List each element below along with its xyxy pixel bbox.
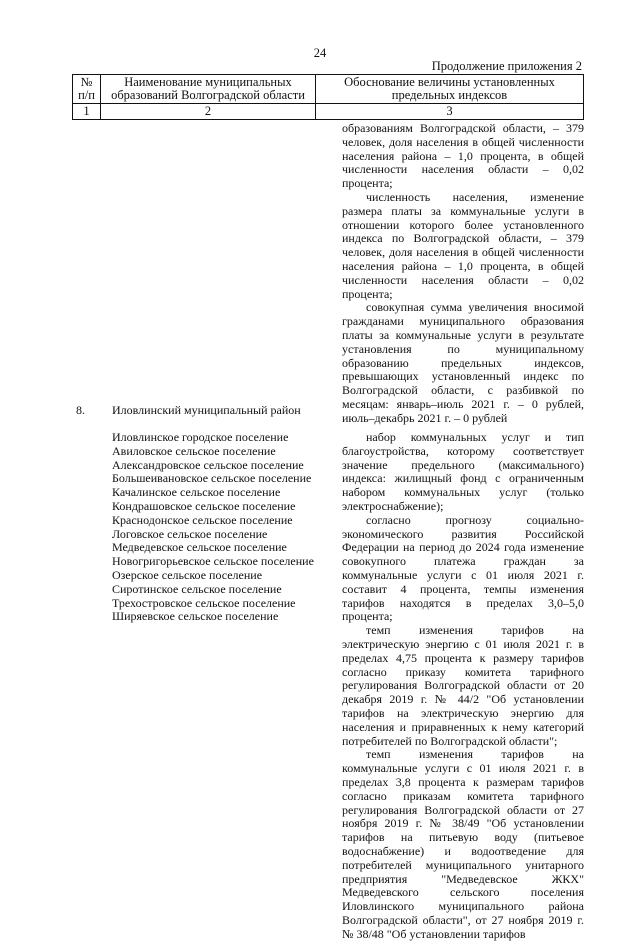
column-number-1: 1 (73, 104, 101, 120)
justification-paragraph: темп изменения тарифов на электрическую энергию с 01 июля 2021 г. в пределах 4,75 процента к размеру тарифов согласно приказу комитета тарифного регулирования Волгоградской области от 20 декабря 2019 г. № 44/2 "Об установлении тарифов на электрическую энергию для населения и приравненных к нему категорий потребителей по Волгоградской области"; (342, 623, 584, 748)
settlement-item: Озерское сельское поселение (112, 567, 263, 582)
column-number-3: 3 (316, 104, 584, 120)
settlement-item: Логовское сельское поселение (112, 526, 268, 541)
justification-paragraph: темп изменения тарифов на коммунальные услуги с 01 июля 2021 г. в пределах 3,8 процента к размерам тарифов согласно приказам комитета тарифного регулирования Волгоградской области от 27 ноября 2019 г. № 38/49 "Об установлении тарифов на питьевую воду (питьевое водоснабжение) и водоотведение для потребителей муниципального унитарного предприятия "Медведевское ЖКХ" Медведевского сельского поселения Иловлинского муниципального района Волгоградской области", от 27 ноября 2019 г. № 38/48 "Об установлении тарифов (342, 747, 584, 941)
settlement-item: Трехостровское сельское поселение (112, 595, 296, 610)
settlement-item: Ширяевское сельское поселение (112, 609, 279, 624)
header-number: № п/п (73, 75, 101, 104)
appendix-continuation-label: Продолжение приложения 2 (431, 59, 582, 73)
settlement-item: Качалинское сельское поселение (112, 485, 281, 500)
justification-paragraph: совокупная сумма увеличения вносимой гражданами муниципального образования платы за коммунальные услуги в результате установления по муниципальному образованию предельных индексов, превышающих установленный индекс по Волгоградской области, с разбивкой по месяцам: январь–июль 2021 г. – 0 рублей, июль–декабрь 2021 г. – 0 рублей (342, 300, 584, 425)
settlement-item: Александровское сельское поселение (112, 457, 304, 472)
header-municipality: Наименование муниципальных образований Волгоградской области (101, 75, 316, 104)
header-table (72, 74, 584, 120)
justification-paragraph: численность населения, изменение размера платы за коммунальные услуги в отношении которого более установленного индекса по Волгоградской области, – 379 человек, доля населения в общей численности населения района – 1,0 процента, в общей численности населения области – 0,02 процента; (342, 189, 584, 301)
settlement-item: Большеивановское сельское поселение (112, 471, 312, 486)
justification-paragraph: согласно прогнозу социально-экономического развития Российской Федерации на период до 2024 года изменение совокупного платежа граждан за коммунальные услуги с 01 июля 2021 г. составит 4 процента, темпы изменения тарифов находятся в пределах 3,0–5,0 процента; (342, 512, 584, 624)
justification-paragraph: образованиям Волгоградской области, – 379 человек, доля населения в общей численности населения района – 1,0 процента, в общей численности населения области – 0,02 процента; (342, 121, 584, 191)
justification-paragraph: набор коммунальных услуг и тип благоустройства, которому соответствует значение предельного (максимального) индекса: жилищный фонд с ограниченным набором коммунальных услуг (только электроснабжение); (342, 430, 584, 513)
header-justification: Обоснование величины установленных предельных индексов (316, 75, 584, 104)
settlement-item: Новогригорьевское сельское поселение (112, 554, 314, 569)
page-number: 24 (313, 46, 327, 60)
settlement-item: Медведевское сельское поселение (112, 540, 287, 555)
settlement-list (112, 431, 314, 624)
column-number-2: 2 (101, 104, 316, 120)
section-title: Иловлинский муниципальный район (112, 403, 301, 417)
header-row (73, 75, 584, 104)
settlement-item: Сиротинское сельское поселение (112, 581, 282, 596)
settlement-item: Иловлинское городское поселение (112, 430, 289, 444)
section-number: 8. (76, 403, 85, 417)
previous-section-justification (342, 122, 584, 426)
section-justification (342, 431, 584, 941)
column-number-row (73, 104, 584, 120)
settlement-item: Краснодонское сельское поселение (112, 512, 293, 527)
settlement-item: Кондрашовское сельское поселение (112, 498, 296, 513)
settlement-item: Авиловское сельское поселение (112, 443, 276, 458)
